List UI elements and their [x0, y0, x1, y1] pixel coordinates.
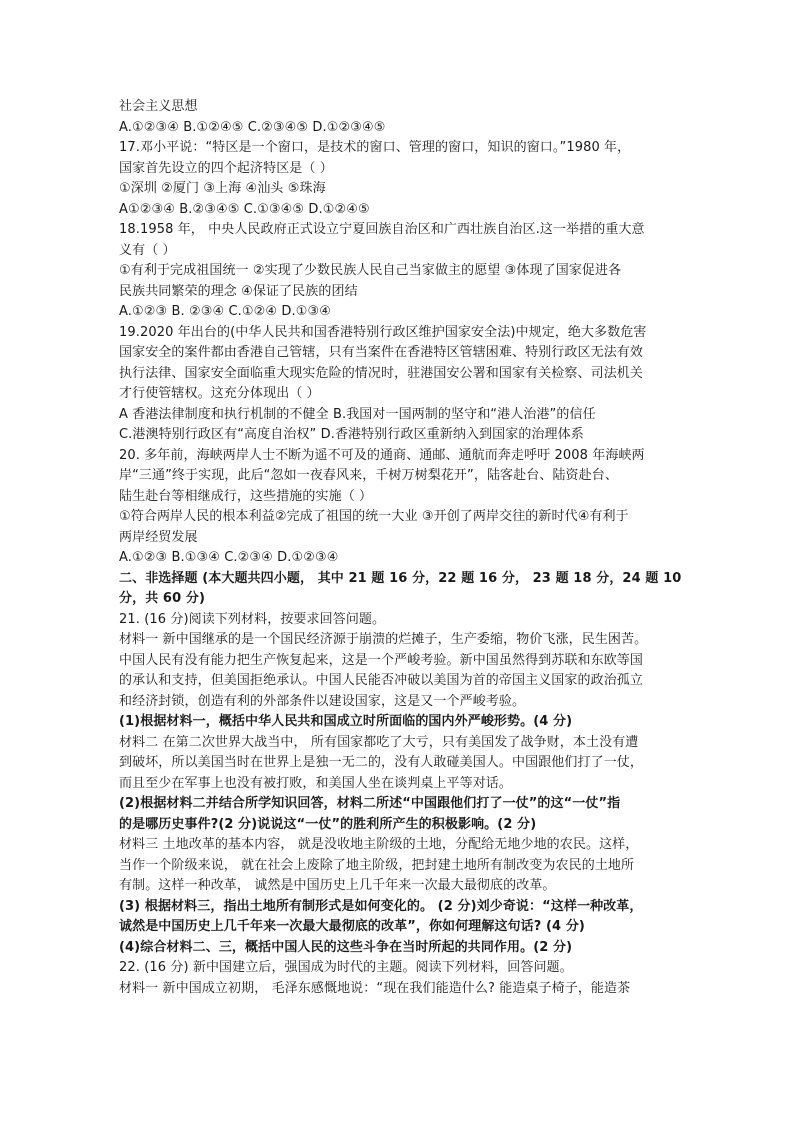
- text-line: 执行法律、国家安全面临重大现实危险的情况时，驻港国安公署和国家有关检察、司法机关: [119, 365, 644, 381]
- text-line: 和经济封锁，创造有利的外部条件以建设国家，这是又一个严峻考验。: [119, 693, 526, 709]
- text-line: 材料三 土地改革的基本内容， 就是没收地主阶级的土地，分配给无地少地的农民。这样，: [119, 837, 639, 852]
- text-line: 二、非选择题 (本大题共四小题， 其中 21 题 16 分，22 题 16 分， 23 题 18 分，24 题 10: [119, 570, 682, 586]
- text-line: 材料二 在第二次世界大战当中， 所有国家都吃了大亏，只有美国发了战争财，本土没有遭: [119, 734, 639, 750]
- text-line: ①深圳 ②厦门 ③上海 ④汕头 ⑤珠海: [119, 181, 326, 196]
- text-line: A.①②③ B.①③④ C.②③④ D.①②③④: [119, 550, 339, 565]
- text-line: 20. 多年前，海峡两岸人士不断为遥不可及的通商、通邮、通航而奔走呼吁 2008 年海峡两: [119, 447, 645, 463]
- text-line: 才行使管辖权。这充分体现出（ ）: [119, 386, 320, 401]
- text-line: 中国人民有没有能力把生产恢复起来，这是一个严峻考验。新中国虽然得到苏联和东欧等国: [119, 652, 644, 668]
- text-line: 分，共 60 分): [119, 591, 205, 606]
- text-line: 19.2020 年出台的(中华人民共和国香港特别行政区维护国家安全法)中规定，绝大多数危害: [119, 324, 647, 340]
- text-line: 诚然是中国历史上几千年来一次最大最彻底的改革”，你如何理解这句话? (4 分): [119, 919, 585, 934]
- text-line: C.港澳特别行政区有“高度自治权” D.香港特别行政区重新纳入到国家的治理体系: [119, 427, 584, 442]
- text-line: 社会主义思想: [119, 99, 198, 114]
- text-line: ①符合两岸人民的根本利益②完成了祖国的统一大业 ③开创了两岸交往的新时代④有利于: [119, 509, 629, 524]
- text-line: 民族共同繁荣的理念 ④保证了民族的团结: [119, 283, 358, 299]
- text-line: 22. (16 分) 新中国建立后，强国成为时代的主题。阅读下列材料，回答问题。: [119, 960, 573, 975]
- text-line: (3) 根据材料三，指出土地所有制形式是如何变化的。 (2 分)刘少奇说：“这样一种改革，: [119, 898, 643, 914]
- text-line: 到破坏，所以美国当时在世界上是独一无二的，没有人敢碰美国人。中国跟他们打了一仗，: [119, 755, 644, 770]
- text-line: A.①②③④ B.①②④⑤ C.②③④⑤ D.①②③④⑤: [119, 119, 386, 135]
- text-line: 国家首先设立的四个起济特区是（ ）: [119, 160, 333, 176]
- text-line: ①有利于完成祖国统一 ②实现了少数民族人民自己当家做主的愿望 ③体现了国家促进各: [119, 263, 622, 278]
- text-line: 岸“三通”终于实现，此后“忽如一夜春风来，千树万树梨花开”，陆客赴台、陆资赴台、: [119, 468, 618, 483]
- text-line: A.①②③ B. ②③④ C.①②④ D.①③④: [119, 304, 331, 319]
- text-line: 有制。这样一种改革， 诚然是中国历史上几千年来一次最大最彻底的改革。: [119, 878, 556, 893]
- text-line: 当作一个阶级来说， 就在社会上废除了地主阶级，把封建土地所有制改变为农民的土地所: [119, 857, 635, 873]
- text-line: 陆生赴台等相继成行，这些措施的实施（ ）: [119, 488, 373, 504]
- text-line: (1)根据材料一，概括中华人民共和国成立时所面临的国内外严峻形势。(4 分): [119, 714, 573, 729]
- text-line: A①②③④ B.②③④⑤ C.①③④⑤ D.①②④⑤: [119, 201, 370, 217]
- text-line: 义有（ ）: [119, 242, 176, 258]
- text-line: 材料一 新中国继承的是一个国民经济源于崩溃的烂摊子，生产委缩，物价飞涨，民生困苦。: [119, 632, 648, 647]
- text-line: 18.1958 年， 中央人民政府正式设立宁夏回族自治区和广西壮族自治区.这一举措的重大意: [119, 222, 645, 237]
- text-line: 而且至少在军事上也没有被打败，和美国人坐在谈判桌上平等对话。: [119, 775, 513, 791]
- text-line: 两岸经贸发展: [119, 529, 198, 545]
- document-text: [119, 97, 682, 999]
- text-line: 国家安全的案件都由香港自己管辖，只有当案件在香港特区管辖困难、特别行政区无法有效: [119, 345, 644, 360]
- text-line: 材料一 新中国成立初期， 毛泽东感慨地说：“现在我们能造什么? 能造桌子椅子，能造茶: [119, 980, 631, 996]
- text-line: 的是哪历史事件?(2 分)说说这“一仗”的胜利所产生的积极影响。(2 分): [119, 816, 537, 832]
- text-line: (2)根据材料二并结合所学知识回答，材料二所述“中国跟他们打了一仗”的这“一仗”指: [119, 796, 621, 811]
- text-line: 21. (16 分)阅读下列材料，按要求回答问题。: [119, 611, 386, 627]
- text-line: 17.邓小平说：“特区是一个窗口，是技术的窗口、管理的窗口，知识的窗口。”1980 年，: [119, 140, 631, 155]
- text-line: A 香港法律制度和执行机制的不健全 B.我国对一国两制的坚守和“港人治港”的信任: [119, 406, 596, 422]
- text-line: 的承认和支持，但美国拒绝承认。中国人民能否冲破以美国为首的帝国主义国家的政治孤立: [119, 673, 644, 688]
- text-line: (4)综合材料二、三，概括中国人民的这些斗争在当时所起的共同作用。(2 分): [119, 939, 573, 955]
